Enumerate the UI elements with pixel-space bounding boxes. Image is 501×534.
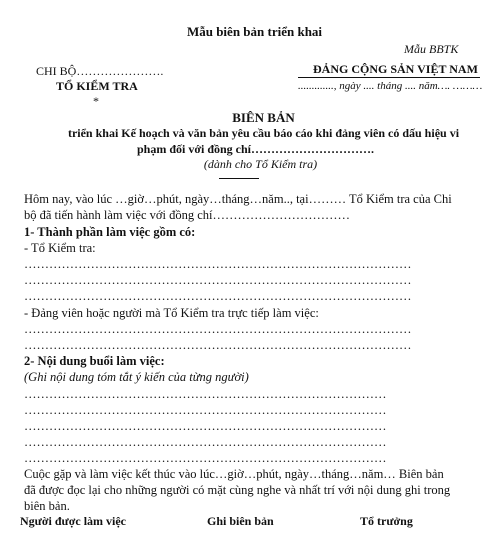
dotted-line: …………………………………………………………………………… <box>24 387 387 401</box>
subject-line-1: triển khai Kế hoạch và văn bản yêu cầu báo cáo khi đảng viên có dấu hiệu vi <box>67 126 460 140</box>
dotted-line: ………………………………………………………………………………… <box>24 257 412 271</box>
form-code: Mẫu BBTK <box>404 42 459 56</box>
dotted-line: ………………………………………………………………………………… <box>24 273 412 287</box>
section-1-team-label: - Tổ Kiểm tra: <box>24 241 96 255</box>
title-divider <box>219 178 259 179</box>
signature-recorder: Ghi biên bản <box>207 514 274 528</box>
header-bullet: * <box>93 94 99 108</box>
party-name: ĐẢNG CỘNG SẢN VIỆT NAM <box>313 62 478 76</box>
dotted-line: ………………………………………………………………………………… <box>24 322 412 336</box>
dotted-line: ………………………………………………………………………………… <box>24 338 412 352</box>
section-2-heading: 2- Nội dung buổi làm việc: <box>24 354 165 368</box>
chi-bo-label: CHI BỘ…………………. <box>36 64 164 78</box>
intro-line-1: Hôm nay, vào lúc …giờ…phút, ngày…tháng…năm.., tại……… Tổ Kiểm tra của Chi <box>24 192 452 206</box>
closing-line-3: biên bản. <box>24 499 70 513</box>
dotted-line: …………………………………………………………………………… <box>24 451 387 465</box>
dotted-line: …………………………………………………………………………… <box>24 419 387 433</box>
signature-team-leader: Tổ trưởng <box>360 514 413 528</box>
bien-ban-title: BIÊN BẢN <box>232 110 295 125</box>
place-date: ............., ngày .... tháng .... năm…. ……… <box>298 80 483 92</box>
for-whom: (dành cho Tổ Kiểm tra) <box>203 157 318 171</box>
section-2-note: (Ghi nội dung tóm tắt ý kiến của từng người) <box>24 370 249 384</box>
closing-line-2: đã được đọc lại cho những người có mặt cùng nghe và nhất trí với nội dung ghi trong <box>24 483 451 497</box>
dotted-line: ………………………………………………………………………………… <box>24 289 412 303</box>
party-underline <box>298 77 480 78</box>
closing-line-1: Cuộc gặp và làm việc kết thúc vào lúc…giờ…phút, ngày…tháng…năm… Biên bản <box>24 467 444 481</box>
section-1-heading: 1- Thành phần làm việc gồm có: <box>24 225 196 239</box>
intro-line-2: bộ đã tiến hành làm việc với đồng chí…………………………… <box>24 208 351 222</box>
subject-line-2: phạm đối với đồng chí…………………………. <box>136 142 374 156</box>
dotted-line: …………………………………………………………………………… <box>24 435 387 449</box>
to-kiem-tra-label: TỔ KIỂM TRA <box>56 79 138 93</box>
dotted-line: …………………………………………………………………………… <box>24 403 387 417</box>
section-1-member-label: - Đảng viên hoặc người mà Tổ Kiểm tra trực tiếp làm việc: <box>24 306 319 320</box>
signature-interviewee: Người được làm việc <box>20 514 127 528</box>
document-top-title: Mẫu biên bản triển khai <box>186 24 323 39</box>
